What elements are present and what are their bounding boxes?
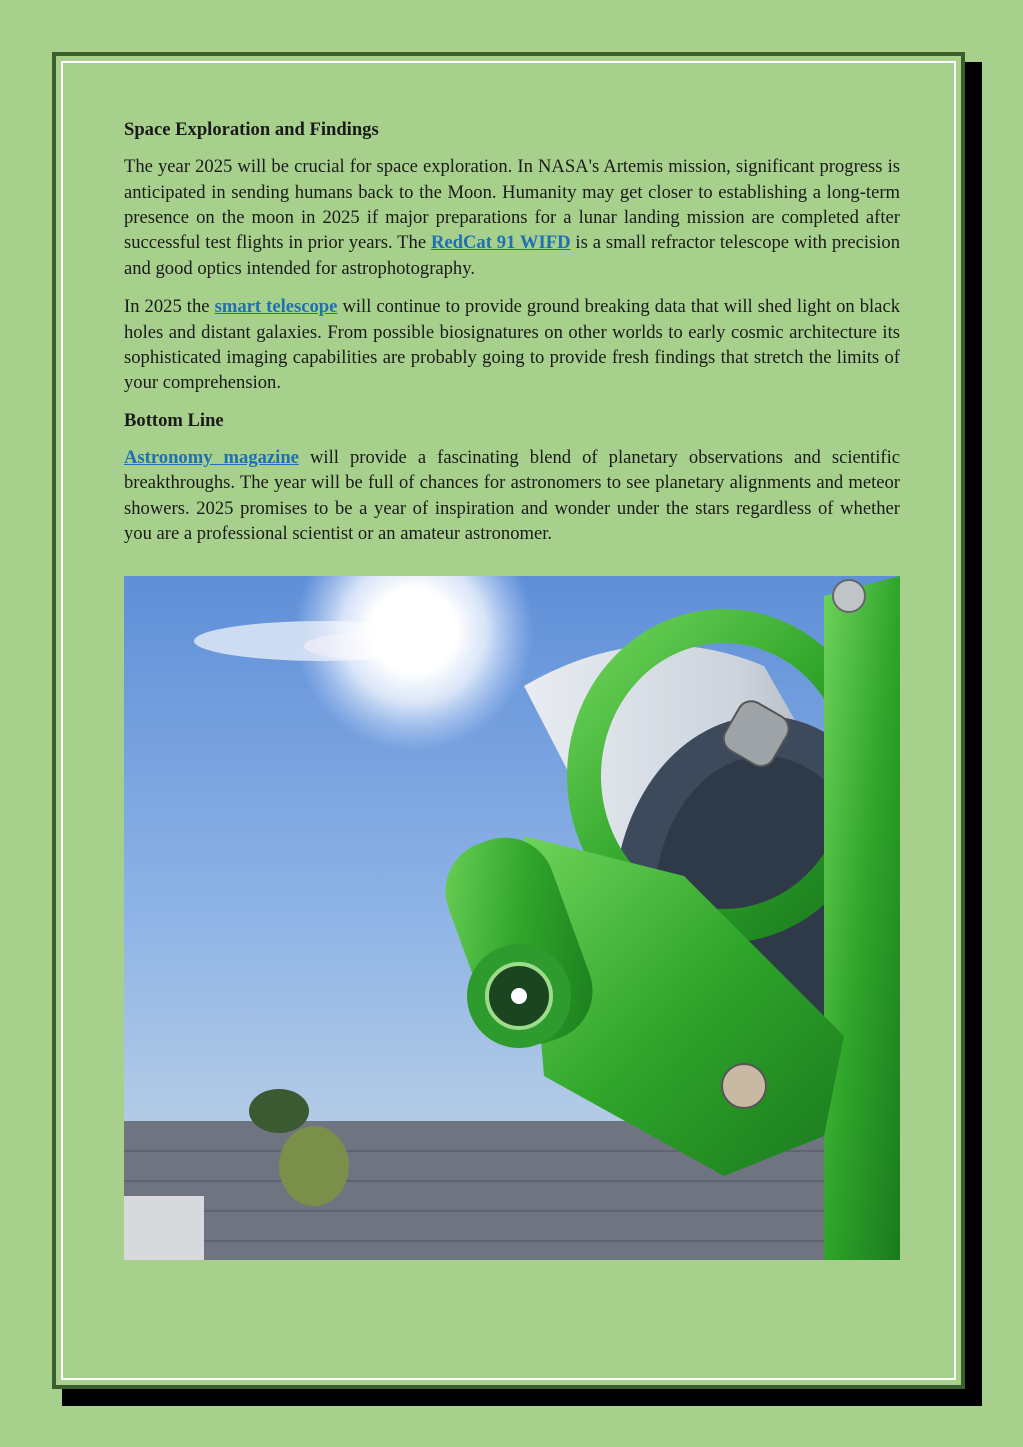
text-redcat-desc: is a small refractor telescope with precision and good optics intended for astrophotography. [124, 232, 901, 279]
text-bottom-line: will provide a fascinating blend of planetary observations and scientific breakthroughs. The year will be full of chances for astronomers to see planetary alignments and meteor showers. 2025 promises to be a year of inspiration and wonder under the stars regardless of whether you are a professional scientist or an amateur astronomer. [124, 447, 900, 545]
paragraph-artemis [124, 154, 900, 281]
smart-telescope-link[interactable]: smart telescope [214, 296, 338, 318]
text-artemis: The year 2025 will be crucial for space exploration. In NASA's Artemis mission, significant progress is anticipated in sending humans back to the Moon. Humanity may get closer to establishing a long-term presence on the moon in 2025 if major preparations for a lunar landing mission are completed after successful test flights in prior years. The [124, 156, 900, 254]
article-content [124, 118, 900, 560]
section-heading-space-exploration: Space Exploration and Findings [124, 119, 379, 140]
redcat-link[interactable]: RedCat 91 WIFD [430, 232, 571, 254]
paragraph-bottom-line [124, 445, 900, 547]
section-heading-bottom-line: Bottom Line [124, 409, 224, 431]
paragraph-smart-telescope [124, 294, 900, 396]
telescope-photo [124, 576, 900, 1260]
astronomy-magazine-link[interactable]: Astronomy magazine [124, 447, 299, 468]
text-in-2025: In 2025 the [124, 296, 215, 318]
text-smart-telescope-desc: will continue to provide ground breaking data that will shed light on black holes and distant galaxies. From possible biosignatures on other worlds to early cosmic architecture its sophisticated imaging capabilities are probably going to provide fresh findings that stretch the limits of your comprehension. [124, 296, 900, 394]
